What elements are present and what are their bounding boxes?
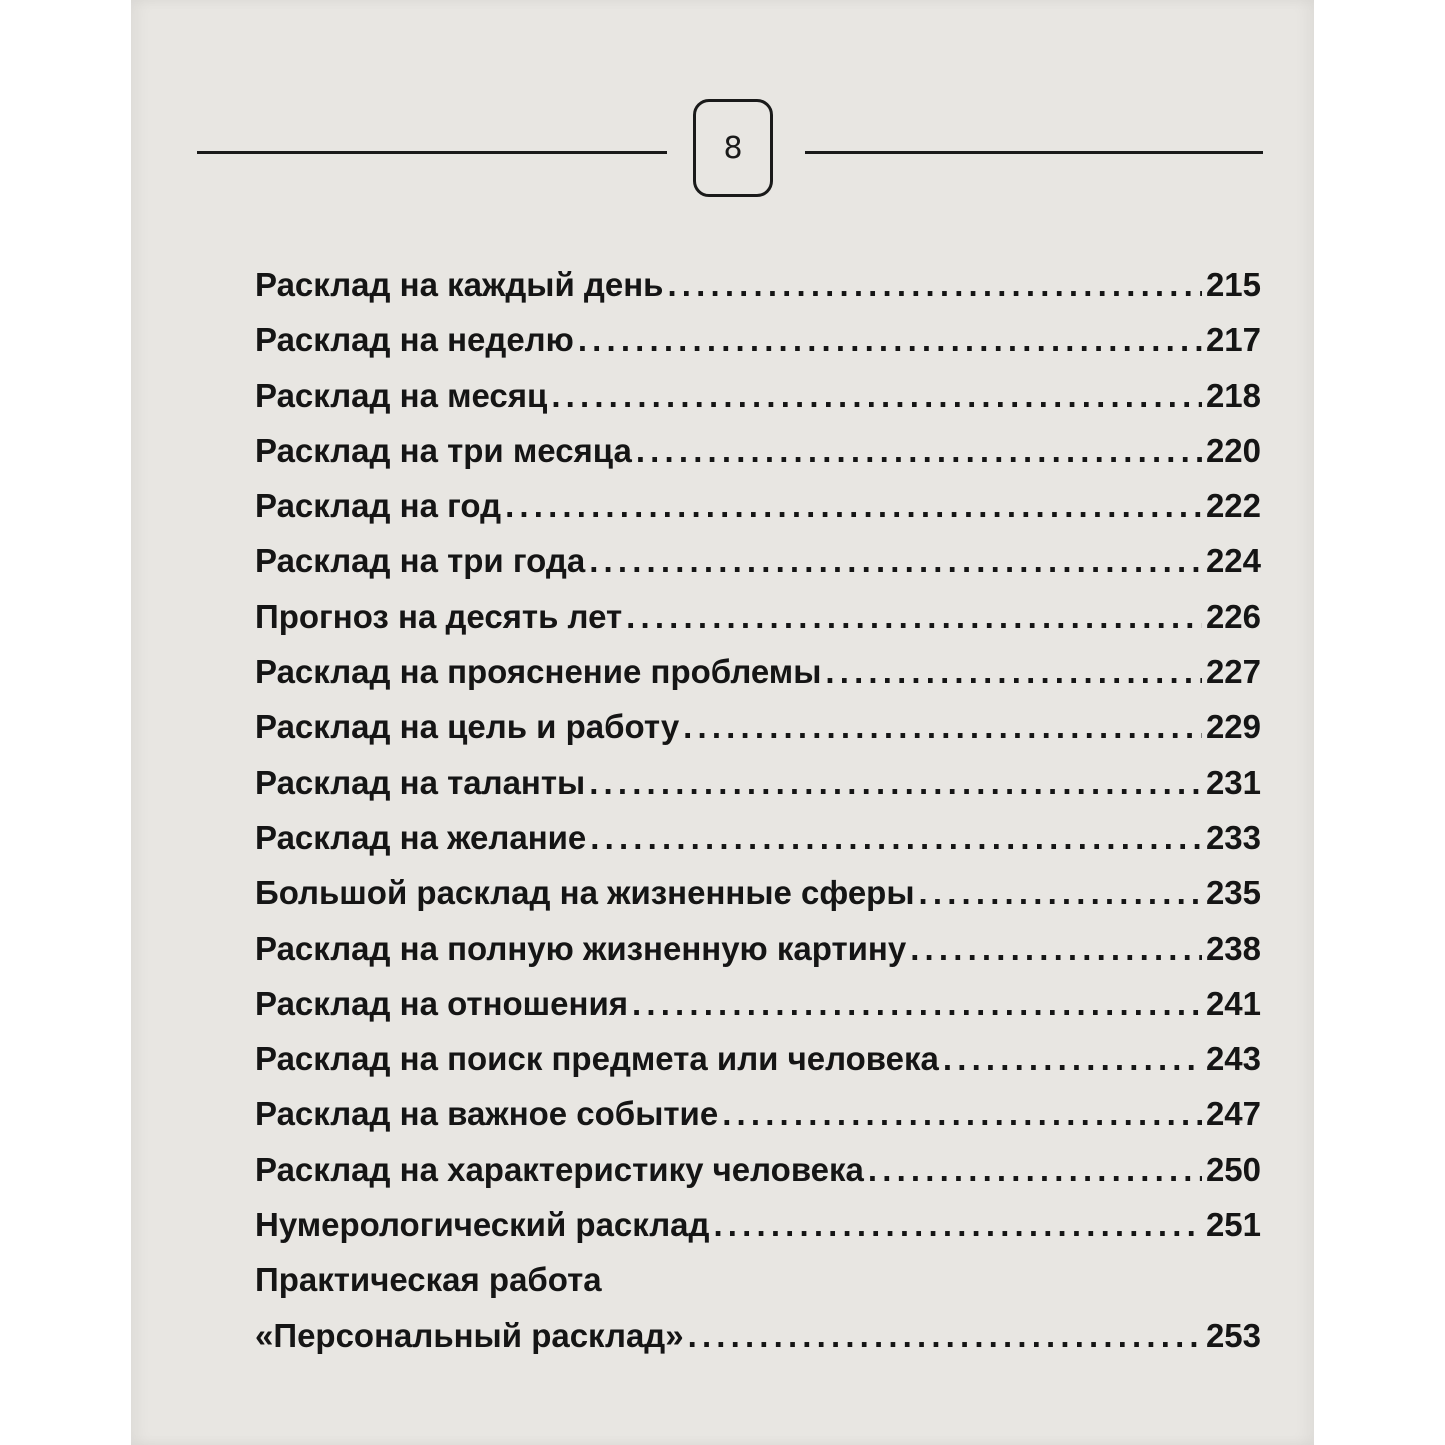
toc-leader-dots (683, 699, 1202, 754)
page-number: 8 (693, 99, 773, 197)
toc-entry (255, 699, 1261, 754)
toc-leader-dots (636, 423, 1202, 478)
toc-entry (255, 1031, 1261, 1086)
toc-entry-page: 247 (1205, 1095, 1261, 1133)
toc-entry-page: 222 (1205, 487, 1261, 525)
header-rule-left (197, 151, 667, 154)
toc-entry (255, 1197, 1261, 1252)
toc-entry-title: Расклад на неделю (255, 321, 574, 359)
toc-entry-page: 229 (1205, 708, 1261, 746)
toc-entry-page: 238 (1205, 929, 1261, 967)
toc-entry-title: Расклад на год (255, 487, 502, 525)
toc-entry (255, 1142, 1261, 1197)
header-rule-right (805, 151, 1263, 154)
toc-entry-title: Расклад на важное событие (255, 1095, 719, 1133)
toc-entry (255, 589, 1261, 644)
toc-entry-page: 231 (1205, 763, 1261, 801)
toc-entry-page: 217 (1205, 321, 1261, 359)
toc-leader-dots (910, 921, 1202, 976)
toc-entry-page: 251 (1205, 1206, 1261, 1244)
toc-entry-title: Расклад на три месяца (255, 431, 632, 469)
toc-leader-dots (626, 589, 1202, 644)
toc-entry-title: Расклад на полную жизненную картину (255, 929, 907, 967)
toc-entry-title: Расклад на каждый день (255, 266, 664, 303)
toc-entry-page: 235 (1205, 874, 1261, 912)
toc-entry (255, 810, 1261, 865)
toc-leader-dots (825, 644, 1202, 699)
toc-entry-title: Расклад на месяц (255, 376, 548, 414)
toc-leader-dots (589, 755, 1202, 810)
toc-leader-dots (667, 257, 1201, 312)
toc-entry (255, 478, 1261, 533)
toc-entry (255, 976, 1261, 1031)
toc-leader-dots (722, 1086, 1202, 1141)
toc-entry-title: Расклад на три года (255, 542, 586, 580)
toc-leader-dots (505, 478, 1202, 533)
toc-entry (255, 368, 1261, 423)
page-header (197, 99, 1314, 199)
toc-entry (255, 921, 1261, 976)
toc-entry-page: 233 (1205, 818, 1261, 856)
toc-entry-title: Расклад на желание (255, 818, 587, 856)
toc-entry-title: Расклад на цель и работу (255, 708, 680, 746)
toc-leader-dots (632, 976, 1202, 1031)
toc-entry-title: Расклад на отношения (255, 984, 629, 1022)
toc-leader-dots (943, 1031, 1202, 1086)
toc-entry-title: Большой расклад на жизненные сферы (255, 874, 915, 912)
toc-entry-title-line1: Практическая работа (255, 1261, 602, 1299)
toc-entry-title: Нумерологический расклад (255, 1206, 710, 1244)
toc-entry-page: 253 (1205, 1316, 1261, 1354)
toc-entry-page: 226 (1205, 597, 1261, 635)
toc-leader-dots (688, 1308, 1202, 1363)
book-page (131, 0, 1314, 1445)
toc-entry-page: 243 (1205, 1040, 1261, 1078)
toc-entry-page: 250 (1205, 1150, 1261, 1188)
toc-entry-page: 227 (1205, 653, 1261, 691)
toc-leader-dots (868, 1142, 1202, 1197)
toc-entry-title: Расклад на прояснение проблемы (255, 653, 822, 691)
toc-leader-dots (551, 368, 1202, 423)
toc-entry-page: 224 (1205, 542, 1261, 580)
toc-leader-dots (589, 533, 1202, 588)
toc-entry-page: 218 (1205, 376, 1261, 414)
toc-entry (255, 312, 1261, 367)
table-of-contents (255, 257, 1261, 1363)
toc-entry (255, 1086, 1261, 1141)
toc-entry-page: 215 (1205, 266, 1261, 303)
toc-entry-title: Расклад на характеристику человека (255, 1150, 864, 1188)
toc-entry-page: 241 (1205, 984, 1261, 1022)
toc-entry-multiline (255, 1252, 1261, 1363)
toc-entry-title: Расклад на поиск предмета или человека (255, 1040, 939, 1078)
toc-entry (255, 423, 1261, 478)
toc-entry (255, 257, 1261, 312)
toc-entry (255, 865, 1261, 920)
toc-leader-dots (578, 312, 1202, 367)
toc-entry-page: 220 (1205, 431, 1261, 469)
toc-leader-dots (919, 865, 1202, 920)
toc-entry-title: «Персональный расклад» (255, 1316, 684, 1354)
toc-entry-title: Прогноз на десять лет (255, 597, 623, 635)
toc-entry (255, 755, 1261, 810)
toc-entry (255, 1308, 1261, 1363)
toc-entry-title: Расклад на таланты (255, 763, 586, 801)
toc-entry (255, 644, 1261, 699)
toc-entry (255, 533, 1261, 588)
toc-leader-dots (590, 810, 1202, 865)
toc-leader-dots (713, 1197, 1201, 1252)
